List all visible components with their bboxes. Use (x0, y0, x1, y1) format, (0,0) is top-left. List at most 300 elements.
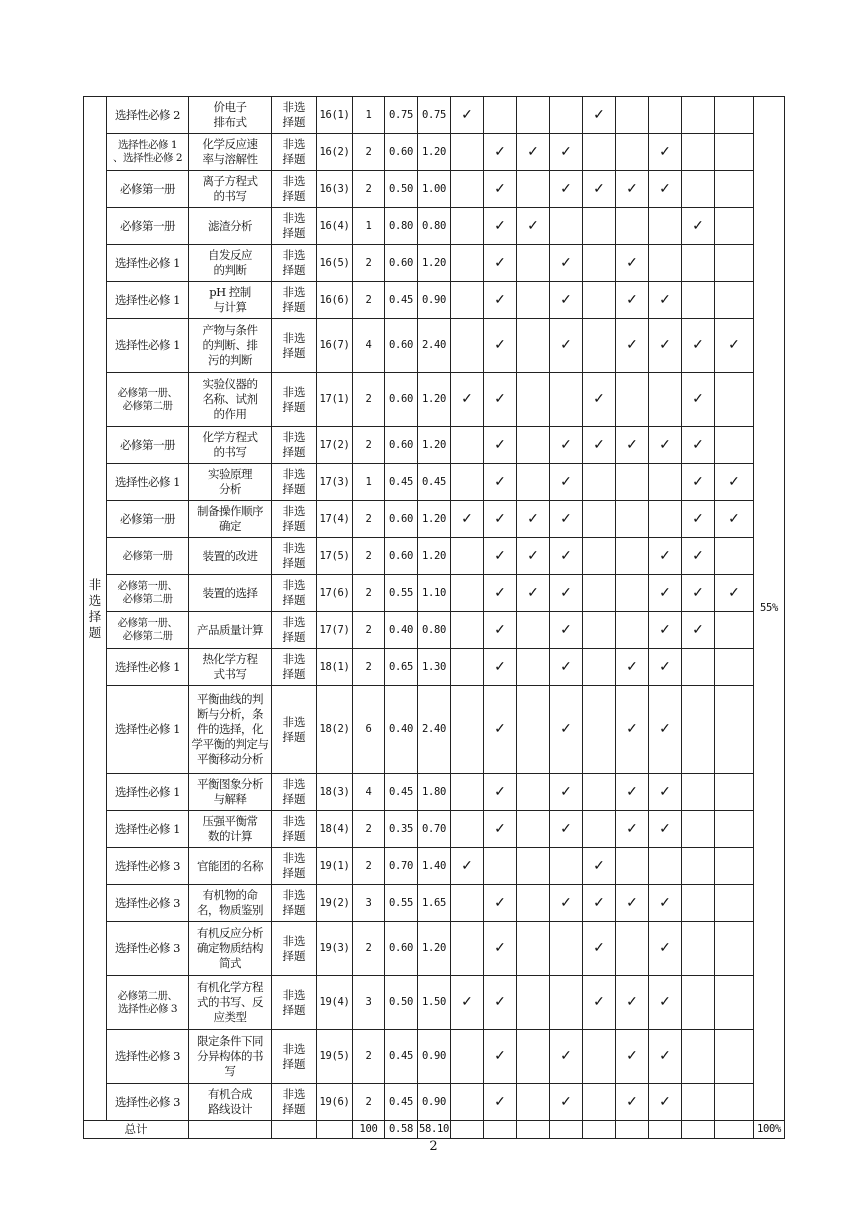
table-row (84, 686, 785, 774)
table-row (84, 171, 785, 208)
section-percent: 55% (754, 97, 785, 1121)
table-row (84, 501, 785, 538)
question-number-cell: 16(4) (317, 208, 353, 245)
content-cell: 实验仪器的 名称、试剂 的作用 (189, 373, 272, 427)
check-icon: ✓ (451, 848, 484, 885)
question-type-cell: 非选 择题 (272, 774, 317, 811)
module-cell: 必修第一册、 必修第二册 (107, 612, 189, 649)
empty-check-cell (715, 282, 754, 319)
check-icon: ✓ (649, 774, 682, 811)
total-empty-cell (484, 1121, 517, 1139)
table-row (84, 922, 785, 976)
empty-check-cell (682, 976, 715, 1030)
empty-check-cell (517, 649, 550, 686)
module-cell: 必修第二册、 选择性必修 3 (107, 976, 189, 1030)
question-type-cell: 非选 择题 (272, 649, 317, 686)
empty-check-cell (517, 282, 550, 319)
content-cell: 产物与条件 的判断、排 污的判断 (189, 319, 272, 373)
difficulty-cell: 0.70 (385, 848, 418, 885)
empty-check-cell (517, 922, 550, 976)
expected-score-cell: 1.65 (418, 885, 451, 922)
expected-score-cell: 1.20 (418, 501, 451, 538)
check-icon: ✓ (550, 774, 583, 811)
empty-check-cell (583, 649, 616, 686)
empty-check-cell (451, 208, 484, 245)
empty-check-cell (484, 848, 517, 885)
empty-check-cell (616, 538, 649, 575)
empty-check-cell (715, 1084, 754, 1121)
check-icon: ✓ (550, 649, 583, 686)
empty-check-cell (715, 976, 754, 1030)
question-number-cell: 16(2) (317, 134, 353, 171)
check-icon: ✓ (649, 811, 682, 848)
question-number-cell: 19(3) (317, 922, 353, 976)
difficulty-cell: 0.60 (385, 501, 418, 538)
difficulty-cell: 0.35 (385, 811, 418, 848)
check-icon: ✓ (484, 575, 517, 612)
empty-check-cell (616, 208, 649, 245)
check-icon: ✓ (484, 612, 517, 649)
check-icon: ✓ (484, 774, 517, 811)
check-icon: ✓ (682, 575, 715, 612)
module-cell: 选择性必修 2 (107, 97, 189, 134)
content-cell: 装置的选择 (189, 575, 272, 612)
content-cell: 有机反应分析 确定物质结构 简式 (189, 922, 272, 976)
question-number-cell: 18(3) (317, 774, 353, 811)
total-empty-cell (189, 1121, 272, 1139)
question-number-cell: 16(1) (317, 97, 353, 134)
content-cell: 滤渣分析 (189, 208, 272, 245)
expected-score-cell: 1.20 (418, 922, 451, 976)
table-body (84, 97, 785, 1139)
question-type-cell: 非选 择题 (272, 134, 317, 171)
check-icon: ✓ (550, 282, 583, 319)
content-cell: 化学反应速 率与溶解性 (189, 134, 272, 171)
module-cell: 选择性必修 3 (107, 848, 189, 885)
check-icon: ✓ (616, 1030, 649, 1084)
check-icon: ✓ (649, 282, 682, 319)
check-icon: ✓ (649, 922, 682, 976)
expected-score-cell: 0.75 (418, 97, 451, 134)
empty-check-cell (616, 373, 649, 427)
empty-check-cell (649, 464, 682, 501)
check-icon: ✓ (484, 208, 517, 245)
difficulty-cell: 0.50 (385, 171, 418, 208)
check-icon: ✓ (715, 575, 754, 612)
difficulty-cell: 0.45 (385, 464, 418, 501)
question-number-cell: 16(3) (317, 171, 353, 208)
table-row (84, 282, 785, 319)
score-cell: 2 (353, 922, 385, 976)
difficulty-cell: 0.50 (385, 976, 418, 1030)
score-cell: 3 (353, 976, 385, 1030)
content-cell: 压强平衡常 数的计算 (189, 811, 272, 848)
difficulty-cell: 0.45 (385, 774, 418, 811)
content-cell: 平衡曲线的判 断与分析，条 件的选择，化 学平衡的判定与 平衡移动分析 (189, 686, 272, 774)
empty-check-cell (649, 501, 682, 538)
check-icon: ✓ (649, 171, 682, 208)
check-icon: ✓ (451, 373, 484, 427)
question-type-cell: 非选 择题 (272, 282, 317, 319)
question-number-cell: 17(3) (317, 464, 353, 501)
check-icon: ✓ (616, 282, 649, 319)
check-icon: ✓ (484, 245, 517, 282)
question-type-cell: 非选 择题 (272, 976, 317, 1030)
empty-check-cell (517, 171, 550, 208)
empty-check-cell (451, 538, 484, 575)
empty-check-cell (583, 811, 616, 848)
question-number-cell: 17(4) (317, 501, 353, 538)
check-icon: ✓ (451, 501, 484, 538)
empty-check-cell (451, 811, 484, 848)
empty-check-cell (682, 1084, 715, 1121)
empty-check-cell (616, 848, 649, 885)
question-type-cell: 非选 择题 (272, 922, 317, 976)
total-empty-cell (715, 1121, 754, 1139)
module-cell: 选择性必修 1 (107, 319, 189, 373)
question-type-cell: 非选 择题 (272, 538, 317, 575)
empty-check-cell (583, 464, 616, 501)
check-icon: ✓ (517, 208, 550, 245)
empty-check-cell (583, 501, 616, 538)
module-cell: 选择性必修 1 、选择性必修 2 (107, 134, 189, 171)
check-icon: ✓ (484, 1030, 517, 1084)
check-icon: ✓ (550, 319, 583, 373)
question-number-cell: 17(1) (317, 373, 353, 427)
empty-check-cell (649, 848, 682, 885)
empty-check-cell (715, 171, 754, 208)
check-icon: ✓ (484, 976, 517, 1030)
expected-score-cell: 0.70 (418, 811, 451, 848)
empty-check-cell (715, 208, 754, 245)
check-icon: ✓ (517, 501, 550, 538)
empty-check-cell (451, 319, 484, 373)
empty-check-cell (451, 649, 484, 686)
check-icon: ✓ (583, 427, 616, 464)
question-number-cell: 16(5) (317, 245, 353, 282)
empty-check-cell (583, 1084, 616, 1121)
module-cell: 选择性必修 1 (107, 464, 189, 501)
question-type-cell: 非选 择题 (272, 1030, 317, 1084)
check-icon: ✓ (649, 538, 682, 575)
empty-check-cell (583, 686, 616, 774)
empty-check-cell (517, 427, 550, 464)
check-icon: ✓ (550, 171, 583, 208)
empty-check-cell (517, 811, 550, 848)
empty-check-cell (583, 245, 616, 282)
empty-check-cell (583, 575, 616, 612)
module-cell: 必修第一册、 必修第二册 (107, 373, 189, 427)
empty-check-cell (451, 612, 484, 649)
content-cell: pH 控制 与计算 (189, 282, 272, 319)
empty-check-cell (616, 464, 649, 501)
empty-check-cell (715, 427, 754, 464)
check-icon: ✓ (484, 649, 517, 686)
module-cell: 选择性必修 1 (107, 686, 189, 774)
empty-check-cell (451, 245, 484, 282)
module-cell: 选择性必修 3 (107, 885, 189, 922)
table-row (84, 373, 785, 427)
question-number-cell: 18(4) (317, 811, 353, 848)
empty-check-cell (451, 1030, 484, 1084)
expected-score-cell: 2.40 (418, 319, 451, 373)
check-icon: ✓ (616, 649, 649, 686)
module-cell: 选择性必修 1 (107, 282, 189, 319)
empty-check-cell (715, 373, 754, 427)
empty-check-cell (517, 1030, 550, 1084)
total-difficulty: 0.58 (385, 1121, 418, 1139)
expected-score-cell: 0.45 (418, 464, 451, 501)
expected-score-cell: 1.40 (418, 848, 451, 885)
content-cell: 制备操作顺序 确定 (189, 501, 272, 538)
question-number-cell: 17(5) (317, 538, 353, 575)
content-cell: 装置的改进 (189, 538, 272, 575)
content-cell: 平衡图象分析 与解释 (189, 774, 272, 811)
total-empty-cell (616, 1121, 649, 1139)
empty-check-cell (715, 612, 754, 649)
expected-score-cell: 1.80 (418, 774, 451, 811)
table-row (84, 774, 785, 811)
expected-score-cell: 1.10 (418, 575, 451, 612)
question-type-cell: 非选 择题 (272, 171, 317, 208)
empty-check-cell (451, 427, 484, 464)
expected-score-cell: 1.20 (418, 427, 451, 464)
check-icon: ✓ (616, 1084, 649, 1121)
check-icon: ✓ (550, 811, 583, 848)
score-cell: 2 (353, 575, 385, 612)
empty-check-cell (517, 686, 550, 774)
check-icon: ✓ (550, 1084, 583, 1121)
empty-check-cell (682, 922, 715, 976)
score-cell: 6 (353, 686, 385, 774)
check-icon: ✓ (517, 575, 550, 612)
empty-check-cell (484, 97, 517, 134)
table-row (84, 1084, 785, 1121)
check-icon: ✓ (649, 612, 682, 649)
empty-check-cell (682, 171, 715, 208)
module-cell: 选择性必修 3 (107, 922, 189, 976)
module-cell: 选择性必修 1 (107, 811, 189, 848)
score-cell: 1 (353, 208, 385, 245)
question-type-cell: 非选 择题 (272, 427, 317, 464)
empty-check-cell (517, 976, 550, 1030)
module-cell: 选择性必修 1 (107, 649, 189, 686)
empty-check-cell (715, 245, 754, 282)
check-icon: ✓ (649, 575, 682, 612)
difficulty-cell: 0.45 (385, 282, 418, 319)
check-icon: ✓ (682, 464, 715, 501)
empty-check-cell (583, 1030, 616, 1084)
check-icon: ✓ (583, 885, 616, 922)
expected-score-cell: 0.80 (418, 208, 451, 245)
check-icon: ✓ (649, 1030, 682, 1084)
empty-check-cell (649, 373, 682, 427)
difficulty-cell: 0.40 (385, 612, 418, 649)
empty-check-cell (451, 922, 484, 976)
empty-check-cell (715, 774, 754, 811)
question-number-cell: 17(2) (317, 427, 353, 464)
score-cell: 2 (353, 427, 385, 464)
module-cell: 选择性必修 1 (107, 245, 189, 282)
check-icon: ✓ (517, 134, 550, 171)
table-row (84, 245, 785, 282)
check-icon: ✓ (550, 575, 583, 612)
difficulty-cell: 0.60 (385, 427, 418, 464)
empty-check-cell (682, 245, 715, 282)
check-icon: ✓ (649, 885, 682, 922)
empty-check-cell (451, 885, 484, 922)
check-icon: ✓ (583, 373, 616, 427)
empty-check-cell (451, 774, 484, 811)
content-cell: 限定条件下同 分异构体的书 写 (189, 1030, 272, 1084)
table-row (84, 538, 785, 575)
empty-check-cell (715, 922, 754, 976)
empty-check-cell (583, 319, 616, 373)
module-cell: 选择性必修 3 (107, 1030, 189, 1084)
check-icon: ✓ (550, 538, 583, 575)
content-cell: 热化学方程 式书写 (189, 649, 272, 686)
check-icon: ✓ (649, 976, 682, 1030)
empty-check-cell (583, 774, 616, 811)
check-icon: ✓ (550, 612, 583, 649)
check-icon: ✓ (484, 1084, 517, 1121)
total-percent: 100% (754, 1121, 785, 1139)
table-row (84, 811, 785, 848)
check-icon: ✓ (451, 976, 484, 1030)
empty-check-cell (715, 686, 754, 774)
expected-score-cell: 0.90 (418, 1084, 451, 1121)
check-icon: ✓ (484, 282, 517, 319)
total-empty-cell (451, 1121, 484, 1139)
difficulty-cell: 0.40 (385, 686, 418, 774)
empty-check-cell (451, 464, 484, 501)
score-cell: 2 (353, 501, 385, 538)
question-number-cell: 19(1) (317, 848, 353, 885)
module-cell: 必修第一册 (107, 208, 189, 245)
empty-check-cell (517, 245, 550, 282)
empty-check-cell (517, 97, 550, 134)
question-number-cell: 18(1) (317, 649, 353, 686)
empty-check-cell (616, 922, 649, 976)
check-icon: ✓ (682, 319, 715, 373)
total-empty-cell (682, 1121, 715, 1139)
check-icon: ✓ (616, 885, 649, 922)
score-cell: 2 (353, 1030, 385, 1084)
difficulty-cell: 0.60 (385, 922, 418, 976)
check-icon: ✓ (451, 97, 484, 134)
question-type-cell: 非选 择题 (272, 686, 317, 774)
page-number: 2 (429, 1139, 438, 1154)
check-icon: ✓ (682, 501, 715, 538)
empty-check-cell (682, 774, 715, 811)
question-number-cell: 17(6) (317, 575, 353, 612)
question-number-cell: 18(2) (317, 686, 353, 774)
check-icon: ✓ (649, 649, 682, 686)
check-icon: ✓ (484, 464, 517, 501)
check-icon: ✓ (550, 686, 583, 774)
empty-check-cell (451, 1084, 484, 1121)
expected-score-cell: 1.30 (418, 649, 451, 686)
empty-check-cell (682, 1030, 715, 1084)
difficulty-cell: 0.65 (385, 649, 418, 686)
question-type-cell: 非选 择题 (272, 319, 317, 373)
check-icon: ✓ (649, 319, 682, 373)
table-row (84, 575, 785, 612)
check-icon: ✓ (484, 686, 517, 774)
check-icon: ✓ (682, 612, 715, 649)
content-cell: 有机物的命 名，物质鉴别 (189, 885, 272, 922)
empty-check-cell (517, 848, 550, 885)
check-icon: ✓ (682, 373, 715, 427)
empty-check-cell (517, 373, 550, 427)
table-row (84, 134, 785, 171)
check-icon: ✓ (649, 1084, 682, 1121)
question-type-cell: 非选 择题 (272, 885, 317, 922)
total-score: 100 (353, 1121, 385, 1139)
table-row (84, 427, 785, 464)
question-type-cell: 非选 择题 (272, 464, 317, 501)
empty-check-cell (583, 208, 616, 245)
check-icon: ✓ (715, 319, 754, 373)
check-icon: ✓ (484, 134, 517, 171)
expected-score-cell: 2.40 (418, 686, 451, 774)
empty-check-cell (451, 171, 484, 208)
question-number-cell: 16(7) (317, 319, 353, 373)
difficulty-cell: 0.75 (385, 97, 418, 134)
score-cell: 2 (353, 811, 385, 848)
empty-check-cell (715, 538, 754, 575)
total-empty-cell (317, 1121, 353, 1139)
empty-check-cell (682, 811, 715, 848)
check-icon: ✓ (715, 501, 754, 538)
score-cell: 2 (353, 245, 385, 282)
check-icon: ✓ (550, 501, 583, 538)
check-icon: ✓ (616, 171, 649, 208)
empty-check-cell (715, 885, 754, 922)
empty-check-cell (583, 612, 616, 649)
empty-check-cell (682, 134, 715, 171)
expected-score-cell: 1.20 (418, 134, 451, 171)
question-type-cell: 非选 择题 (272, 575, 317, 612)
question-number-cell: 19(5) (317, 1030, 353, 1084)
score-cell: 2 (353, 171, 385, 208)
empty-check-cell (583, 134, 616, 171)
empty-check-cell (517, 774, 550, 811)
content-cell: 实验原理 分析 (189, 464, 272, 501)
empty-check-cell (616, 612, 649, 649)
question-type-cell: 非选 择题 (272, 848, 317, 885)
question-type-cell: 非选 择题 (272, 373, 317, 427)
empty-check-cell (517, 885, 550, 922)
score-cell: 4 (353, 774, 385, 811)
check-icon: ✓ (583, 97, 616, 134)
check-icon: ✓ (583, 922, 616, 976)
expected-score-cell: 0.90 (418, 282, 451, 319)
analysis-table (83, 96, 785, 1139)
empty-check-cell (715, 649, 754, 686)
content-cell: 有机化学方程 式的书写、反 应类型 (189, 976, 272, 1030)
empty-check-cell (715, 97, 754, 134)
score-cell: 2 (353, 612, 385, 649)
empty-check-cell (550, 848, 583, 885)
check-icon: ✓ (484, 427, 517, 464)
score-cell: 3 (353, 885, 385, 922)
difficulty-cell: 0.55 (385, 885, 418, 922)
empty-check-cell (550, 208, 583, 245)
empty-check-cell (715, 134, 754, 171)
difficulty-cell: 0.60 (385, 538, 418, 575)
check-icon: ✓ (682, 208, 715, 245)
